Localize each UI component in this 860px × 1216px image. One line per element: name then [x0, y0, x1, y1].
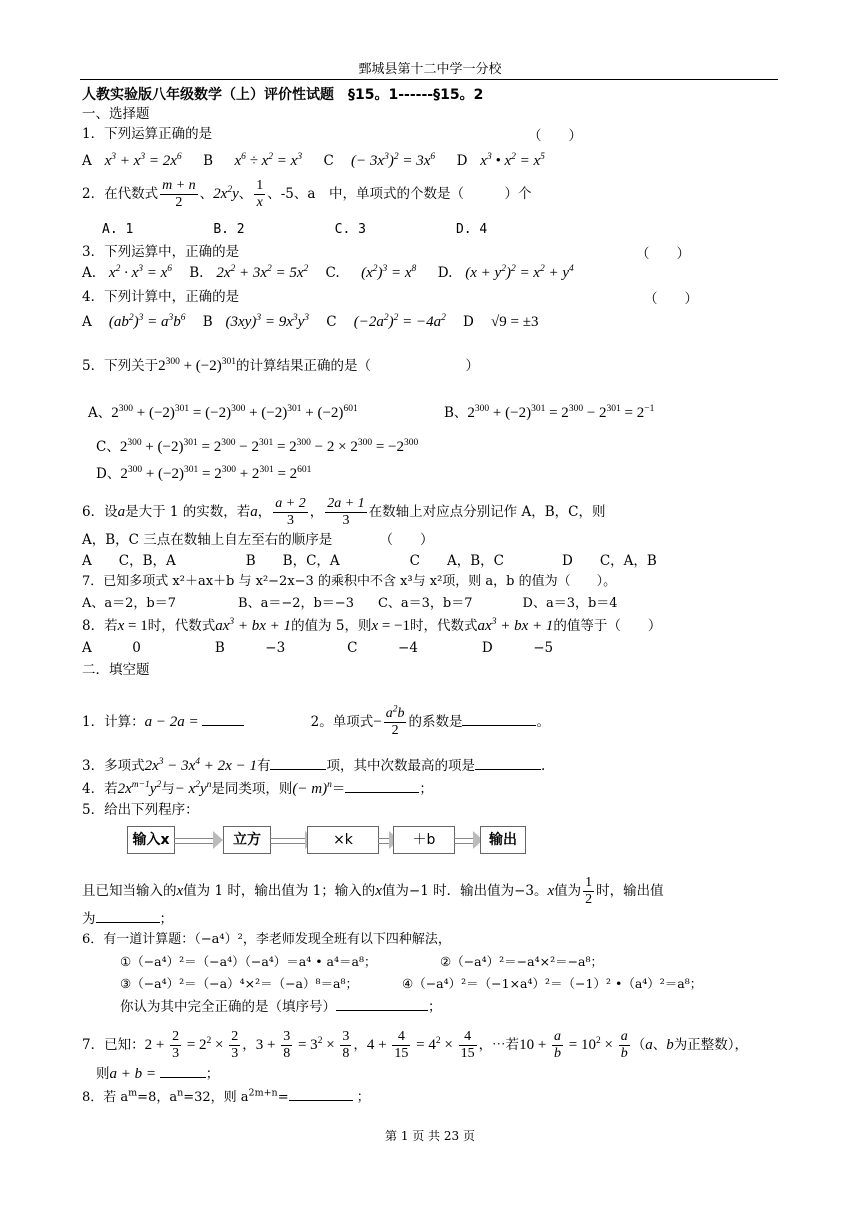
q8-stem: 8．若x = 1时，代数式$ax^3$ + bx + 1的值为 5，则x = −1时，代数式$ax^3$ + bx + 1的值等于（ ）: [82, 617, 662, 634]
fill-3: 3．多项式$2x^3 - 3x^4 + 2x - 1$有 项，其中次数最高的项是 .: [82, 757, 546, 774]
fill-4: 4．若$2x^{m-1}y^2$与− $x^2y^n$是同类项，则(− m)$^n$＝ ；: [82, 780, 433, 797]
header-rule: [80, 79, 778, 80]
flow-box-plus-b: ＋b: [393, 826, 455, 854]
section-fill-heading: 二．填空题: [82, 662, 150, 678]
fill-7-blank[interactable]: [160, 1063, 206, 1078]
document-title: 人教实验版八年级数学（上）评价性试题 §15。1------§15。2: [82, 87, 484, 103]
flow-box-times-k: ×k: [307, 826, 379, 854]
q2-options: A. 1 B. 2 C. 3 D. 4: [102, 222, 488, 237]
flow-box-output: 输出: [480, 826, 526, 854]
fill-5-stem: 5．给出下列程序：: [82, 802, 199, 818]
flow-box-input: 输入x: [127, 826, 175, 854]
q8-options: A 0 B −3 C −4 D −5: [82, 640, 554, 656]
fill-6-blank[interactable]: [336, 996, 428, 1011]
q2-stem: 2．在代数式 $\frac{m + n}{2}$ 、$2x^2y$、 $\frac{1}{x}$ 、-5、a 中，单项式的个数是（ ）个: [82, 178, 532, 210]
q5-option-d: D、$2^{300} + (-2)^{301} = 2^{300} + 2^{301} = 2^{601}$: [96, 465, 312, 482]
fill-5-blank[interactable]: [96, 908, 160, 923]
q6-options: A C，B，A B B，C，A C A，B，C D C，A，B: [82, 553, 657, 569]
q5-option-a: A、$2^{300} + (-2)^{301} = (-2)^{300} + (-2)^{301} + (-2)^{601}$: [88, 404, 358, 421]
fill-3-blank-a[interactable]: [270, 755, 326, 770]
q7-stem: 7．已知多项式 x²＋ax＋b 与 x²−2x−3 的乘积中不含 x³与 x²项，则 a，b 的值为（ ）。: [82, 574, 617, 589]
fill-3-blank-b[interactable]: [475, 755, 541, 770]
flow-box-cube: 立方: [223, 826, 271, 854]
flow-arrow: [174, 838, 216, 844]
q6-stem: 6．设a是大于 1 的实数，若a， $\frac{a + 2}{3}$ ， $\frac{2a + 1}{3}$ 在数轴上对应点分别记作 A，B，C，则: [82, 496, 606, 528]
program-flowchart: [127, 826, 527, 856]
q1-stem: 1．下列运算正确的是: [82, 126, 213, 142]
fill-8: 8．若 $a^m=8$，$a^n=32$，则 $a^{2m+n}=$ ；: [82, 1087, 370, 1105]
fill-6-solution-2: ②（−a⁴）²＝−a⁴×²＝−a⁸；: [440, 954, 604, 969]
flow-arrow: [270, 838, 308, 844]
q4-stem: 4．下列计算中，正确的是: [82, 289, 240, 305]
fill-4-blank[interactable]: [345, 778, 419, 793]
q5-option-c: C、$2^{300} + (-2)^{301} = 2^{300} - 2^{301} = 2^{300} - 2 \times 2^{300} = -2^{300}$: [96, 438, 419, 455]
fill-1-2: 1．计算：a − 2a = 2。单项式− $\frac{a^2b}{2}$ 的系数是 。: [82, 704, 550, 738]
fill-7-line2: 则a + b = ；: [96, 1063, 219, 1084]
flow-arrow-tip: [213, 831, 223, 849]
q3-options: A. $x^2 \cdot x^3 = x^6$ B. $2x^2 + 3x^2 = 5x^2$ C. $(x^2)^3 = x^8$ D. $(x + y^2)^2 = x^2 + y^4$: [82, 264, 574, 281]
fill-6-ask: 你认为其中完全正确的是（填序号） ；: [120, 996, 442, 1017]
q3-answer-paren: （ ）: [636, 246, 690, 262]
fill-6-stem: 6．有一道计算题：（−a⁴）²，李老师发现全班有以下四种解法，: [82, 932, 451, 947]
fill-6-solution-1: ①（−a⁴）²＝（−a⁴）（−a⁴）＝a⁴ • a⁴＝a⁸；: [120, 954, 377, 969]
q4-options: A $(ab^2)^3 = a^3b^6$ B $(3xy)^3 = 9x^3y^3$ C $(-2a^2)^2 = -4a^2$ D √9 = ±3: [82, 313, 539, 330]
section-choice-heading: 一、选择题: [82, 106, 150, 122]
q5-stem: 5．下列关于$2^{300} + (-2)^{301}$的计算结果正确的是（ ）: [82, 357, 480, 374]
page-footer: 第 1 页 共 23 页: [385, 1129, 475, 1143]
q4-answer-paren: （ ）: [644, 291, 698, 307]
fill-8-blank[interactable]: [289, 1086, 353, 1101]
fill-6-solution-4: ④（−a⁴）²＝（−1×a⁴）²＝（−1）² •（a⁴）²＝a⁸；: [402, 976, 703, 991]
fill-1-blank[interactable]: [202, 711, 244, 726]
q1-options: A $x^3 + x^3 = 2x^6$ B $x^6 \div x^2 = x^3$ C (− $3x^3)^2 = 3x^6$ D $x^3$ • $x^2 = x^5$: [82, 152, 545, 169]
q5-option-b: B、$2^{300} + (-2)^{301} = 2^{300} - 2^{301} = 2^{-1}$: [444, 404, 655, 421]
q7-options: A、a＝2，b＝7 B、a＝−2，b＝−3 C、a＝3，b＝7 D、a＝3，b＝4: [82, 596, 618, 611]
page-header: 鄄城县第十二中学一分校: [358, 62, 502, 77]
fill-6-solution-3: ③（−a⁴）²＝（−a）⁴×²＝（−a）⁸＝a⁸；: [120, 976, 358, 991]
fill-7-stem: 7．已知：2 + $\frac{2}{3}$ = $2^2$ × $\frac{2}{3}$ ，3 + $\frac{3}{8}$ = $3^2$ × $\frac{3}{8}$ ，4 + $\frac{4}{15}$ = $4^2$ × $\frac{4}{15}$ ，⋯若10 + $\frac{a}{b}$ = $10^2$ × $\frac{a}{b}$ （a、b为正整数），: [82, 1029, 748, 1061]
fill-5-line3: 为 ；: [82, 908, 173, 929]
q1-answer-paren: （ ）: [528, 128, 582, 144]
q3-stem: 3．下列运算中，正确的是: [82, 244, 240, 260]
fill-2-blank[interactable]: [462, 711, 536, 726]
q6-line2: A，B，C 三点在数轴上自左至右的顺序是 （ ）: [82, 532, 434, 548]
fill-5-line2: 且已知当输入的x值为 1 时，输出值为 1；输入的x值为−1 时．输出值为−3。x值为 $\frac{1}{2}$ 时，输出值: [82, 875, 664, 907]
